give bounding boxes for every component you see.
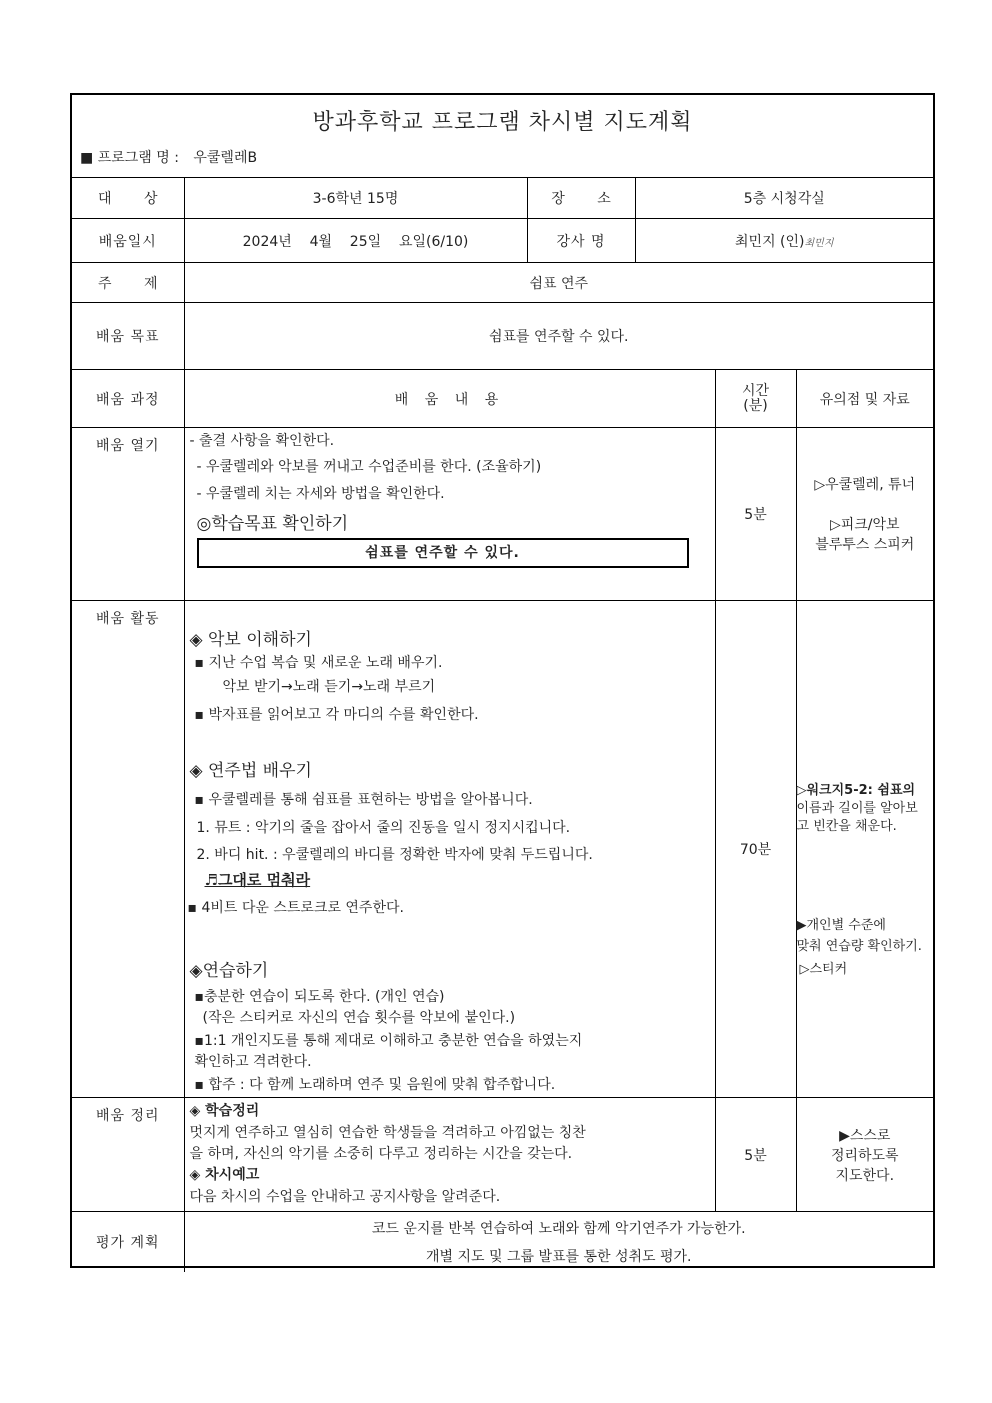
evaluation-label: 평가 계획 xyxy=(72,1212,184,1272)
activity-note-2: 이름과 길이를 알아보 xyxy=(796,801,918,816)
topic-value: 쉼표 연주 xyxy=(184,263,933,303)
activity-line-10: ▪1:1 개인지도를 통해 제대로 이해하고 충분한 연습을 하였는지 xyxy=(194,1033,583,1049)
title-section xyxy=(72,95,933,178)
evaluation-row xyxy=(72,1212,933,1272)
activity-note-6: ▷스티커 xyxy=(799,962,848,977)
activity-row xyxy=(72,601,933,1098)
opening-line-2: - 우쿨렐레와 악보를 꺼내고 수업준비를 한다. (조율하기) xyxy=(196,459,542,475)
opening-note-2: ▷피크/악보 xyxy=(829,517,900,533)
opening-note-3: 블루투스 스피커 xyxy=(815,537,915,553)
topic-row xyxy=(72,263,933,303)
lesson-plan-sheet xyxy=(70,93,935,1268)
program-name-row xyxy=(80,147,257,167)
closing-note-1: ▶스스로 xyxy=(839,1127,891,1144)
program-name: 우쿨렐레B xyxy=(193,150,258,166)
activity-line-7: ▪ 4비트 다운 스트로크로 연주한다. xyxy=(187,900,404,916)
opening-content xyxy=(184,428,715,601)
header-content: 배 움 내 용 xyxy=(184,370,715,428)
activity-time: 70분 xyxy=(715,601,796,1098)
closing-notes xyxy=(796,1098,933,1212)
teacher-label: 강사 명 xyxy=(527,219,635,263)
activity-label-text: 배움 활동 xyxy=(95,611,160,627)
opening-line-1: - 출결 사항을 확인한다. xyxy=(189,433,335,449)
song-title: ♬그대로 멈춰라 xyxy=(204,871,311,889)
lesson-plan-table xyxy=(72,177,933,1272)
goal-row xyxy=(72,303,933,370)
activity-line-9: (작은 스티커로 자신의 연습 횟수를 악보에 붙인다.) xyxy=(202,1010,516,1026)
opening-row xyxy=(72,428,933,601)
date-value: 2024년 4월 25일 요일(6/10) xyxy=(184,219,527,263)
closing-label-text: 배움 정리 xyxy=(95,1108,160,1124)
opening-line-3: - 우쿨렐레 치는 자세와 방법을 확인한다. xyxy=(196,486,445,502)
activity-heading-technique: ◈ 연주법 배우기 xyxy=(189,761,312,781)
opening-label xyxy=(72,428,184,601)
closing-heading-preview: ◈ 차시예고 xyxy=(189,1167,260,1183)
goal-label: 배움 목표 xyxy=(72,303,184,370)
opening-note-1: ▷우쿨렐레, 튜너 xyxy=(814,477,916,493)
activity-line-8: ▪충분한 연습이 되도록 한다. (개인 연습) xyxy=(194,989,445,1005)
date-label: 배움일시 xyxy=(72,219,184,263)
activity-label xyxy=(72,601,184,1098)
target-value: 3-6학년 15명 xyxy=(184,178,527,219)
closing-line-2: 을 하며, 자신의 악기를 소중히 다루고 정리하는 시간을 갖는다. xyxy=(189,1146,573,1162)
opening-notes xyxy=(796,428,933,601)
activity-note-3: 고 빈칸을 채운다. xyxy=(796,819,897,834)
goal-box: 쉼표를 연주할 수 있다. xyxy=(197,538,689,568)
evaluation-line-2: 개별 지도 및 그룹 발표를 통한 성취도 평가. xyxy=(426,1248,692,1265)
closing-time: 5분 xyxy=(715,1098,796,1212)
closing-line-3: 다음 차시의 수업을 안내하고 공지사항을 알려준다. xyxy=(189,1189,501,1205)
header-row xyxy=(72,370,933,428)
activity-line-5: 1. 뮤트 : 악기의 줄을 잡아서 줄의 진동을 일시 정지시킵니다. xyxy=(196,820,571,836)
closing-label xyxy=(72,1098,184,1212)
closing-line-1: 멋지게 연주하고 열심히 연습한 학생들을 격려하고 아낌없는 칭찬 xyxy=(189,1125,586,1141)
page-title: 방과후학교 프로그램 차시별 지도계획 xyxy=(312,110,693,135)
activity-line-2: 악보 받기→노래 듣기→노래 부르기 xyxy=(222,679,436,695)
activity-note-4: ▶개인별 수준에 xyxy=(796,918,886,933)
opening-time: 5분 xyxy=(715,428,796,601)
closing-note-3: 지도한다. xyxy=(835,1167,895,1184)
activity-content xyxy=(184,601,715,1098)
closing-heading-summary: ◈ 학습정리 xyxy=(189,1103,260,1119)
activity-line-1: ▪ 지난 수업 복습 및 새로운 노래 배우기. xyxy=(194,655,443,671)
activity-note-5: 맞춰 연습량 확인하기. xyxy=(796,939,922,954)
evaluation-line-1: 코드 운지를 반복 연습하여 노래와 함께 악기연주가 가능한가. xyxy=(371,1220,746,1237)
activity-note-1: ▷워크지5-2: 쉼표의 xyxy=(796,783,916,798)
activity-line-6: 2. 바디 hit. : 우쿨렐레의 바디를 정확한 박자에 맞춰 두드립니다. xyxy=(196,847,593,863)
goal-check-heading: ◎학습목표 확인하기 xyxy=(196,514,349,534)
activity-line-3: ▪ 박자표를 읽어보고 각 마디의 수를 확인한다. xyxy=(194,707,479,723)
topic-label: 주 제 xyxy=(72,263,184,303)
teacher-cell xyxy=(635,219,933,263)
header-time: 시간 (분) xyxy=(715,370,796,428)
closing-content xyxy=(184,1098,715,1212)
closing-row xyxy=(72,1098,933,1212)
date-row xyxy=(72,219,933,263)
goal-value: 쉼표를 연주할 수 있다. xyxy=(184,303,933,370)
activity-notes xyxy=(796,601,933,1098)
header-process: 배움 과정 xyxy=(72,370,184,428)
target-row xyxy=(72,178,933,219)
activity-line-11: 확인하고 격려한다. xyxy=(194,1054,312,1070)
evaluation-content xyxy=(184,1212,933,1272)
place-label: 장 소 xyxy=(527,178,635,219)
closing-note-2: 정리하도록 xyxy=(830,1147,899,1164)
activity-heading-score: ◈ 악보 이해하기 xyxy=(189,630,312,650)
activity-heading-practice: ◈연습하기 xyxy=(189,961,269,981)
opening-label-text: 배움 열기 xyxy=(95,438,160,454)
activity-line-4: ▪ 우쿨렐레를 통해 쉼표를 표현하는 방법을 알아봅니다. xyxy=(194,792,533,808)
target-label: 대 상 xyxy=(72,178,184,219)
program-label: ■ 프로그램 명 : xyxy=(80,150,179,166)
teacher-signature: 최민지 xyxy=(804,237,834,249)
place-value: 5층 시청각실 xyxy=(635,178,933,219)
teacher-value: 최민지 (인) xyxy=(735,233,805,250)
activity-line-12: ▪ 합주 : 다 함께 노래하며 연주 및 음원에 맞춰 합주합니다. xyxy=(194,1077,556,1093)
header-notes: 유의점 및 자료 xyxy=(796,370,933,428)
